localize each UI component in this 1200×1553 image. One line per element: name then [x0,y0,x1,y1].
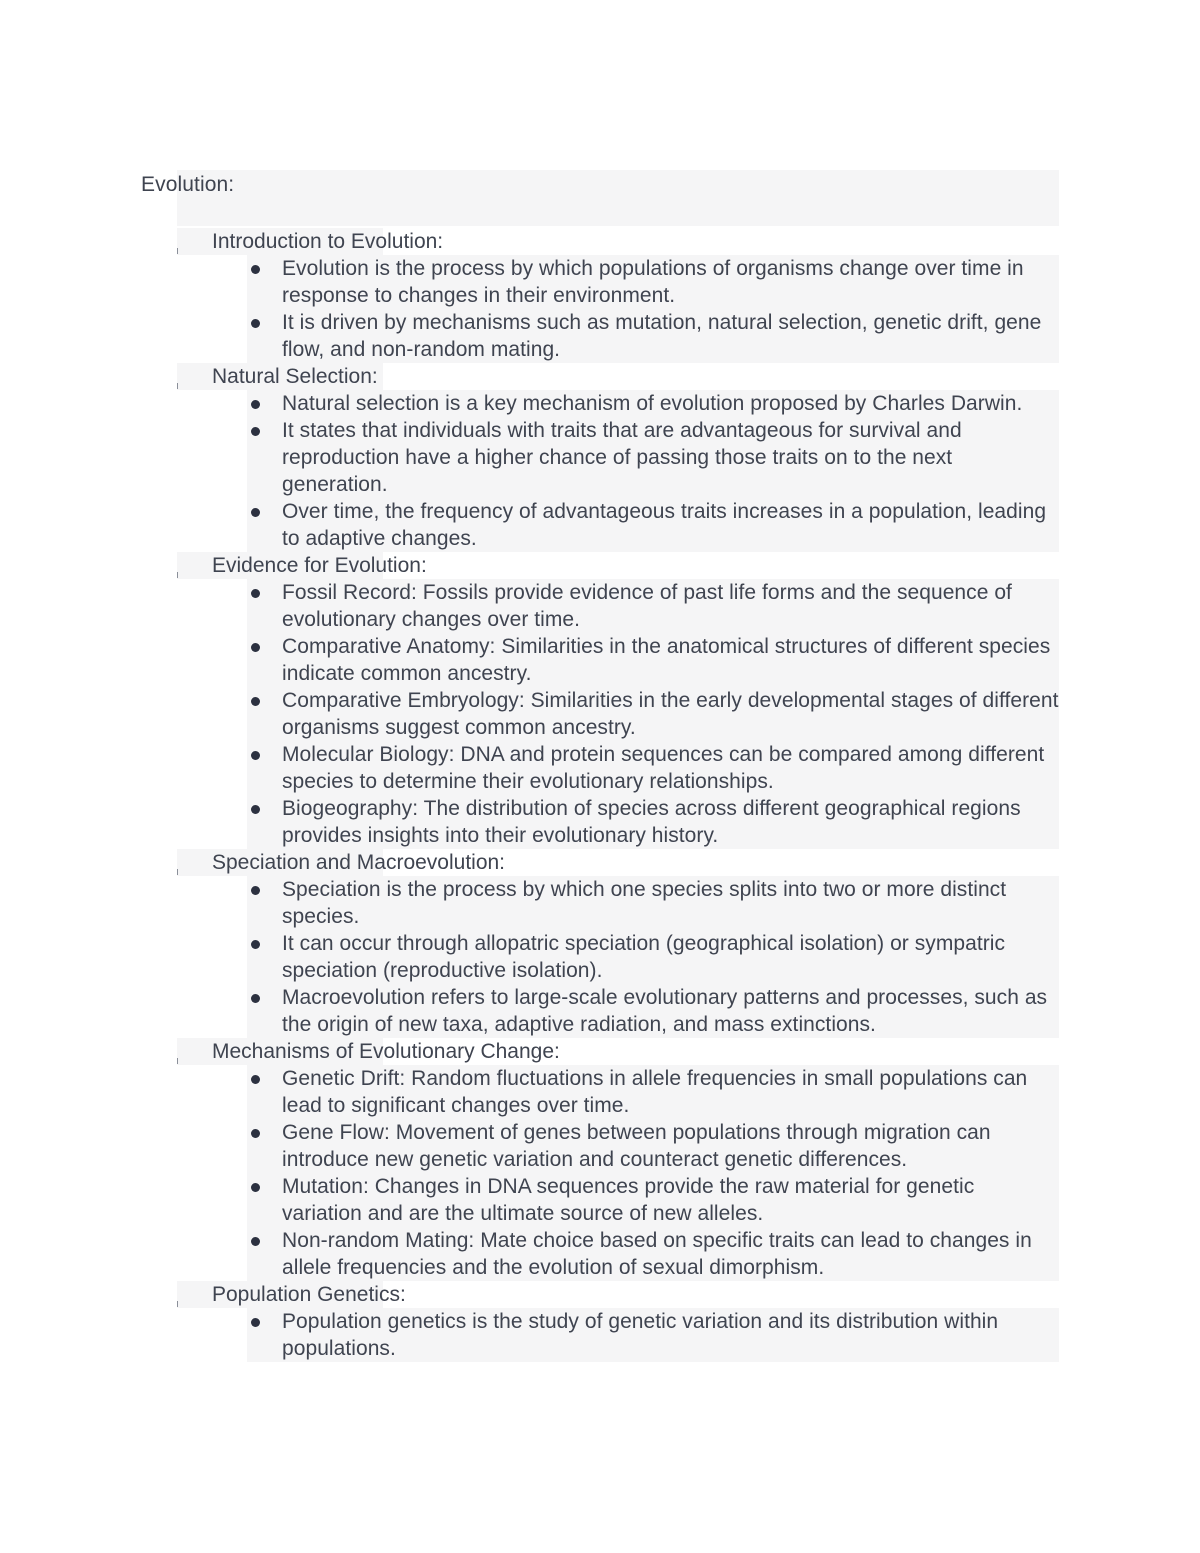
bullet-list [247,1308,1059,1362]
list-marker-icon [177,869,181,875]
list-marker-icon [177,1058,181,1064]
bullet-dot-icon [251,427,260,436]
list-item [247,741,1059,795]
list-item [247,309,1059,363]
bullet-dot-icon [251,886,260,895]
bullet-dot-icon [251,400,260,409]
section-heading-text: Mechanisms of Evolutionary Change: [212,1040,560,1063]
bullet-list [247,1065,1059,1281]
section-heading-text: Speciation and Macroevolution: [212,851,506,874]
list-item-text: Over time, the frequency of advantageous traits increases in a population, leading to adaptive changes. [282,500,1047,550]
list-marker-icon [177,248,181,254]
section-heading-text: Introduction to Evolution: [212,230,444,253]
list-item [247,687,1059,741]
list-item-text: Natural selection is a key mechanism of evolution proposed by Charles Darwin. [282,392,1023,415]
list-item-text: Genetic Drift: Random fluctuations in allele frequencies in small populations can lead to significant changes over time. [282,1067,1028,1117]
list-item [247,579,1059,633]
list-item [247,1173,1059,1227]
list-item [247,498,1059,552]
bullet-dot-icon [251,940,260,949]
list-item-text: Population genetics is the study of genetic variation and its distribution within populations. [282,1310,999,1360]
bullet-dot-icon [251,1183,260,1192]
section [176,849,1060,1038]
list-item-text: It states that individuals with traits that are advantageous for survival and reproduction have a higher chance of passing those traits on to the next generation. [282,419,962,496]
list-item-text: Biogeography: The distribution of species across different geographical regions provides insights into their evolutionary history. [282,797,1021,847]
list-item [247,633,1059,687]
bullet-dot-icon [251,265,260,274]
bullet-dot-icon [251,697,260,706]
list-item-text: Macroevolution refers to large-scale evolutionary patterns and processes, such as the origin of new taxa, adaptive radiation, and mass extinctions. [282,986,1048,1036]
bullet-list [247,255,1059,363]
list-item-text: Mutation: Changes in DNA sequences provide the raw material for genetic variation and are the ultimate source of new alleles. [282,1175,975,1225]
list-item [247,1227,1059,1281]
bullet-dot-icon [251,1318,260,1327]
list-item-text: Comparative Embryology: Similarities in the early developmental stages of different organisms suggest common ancestry. [282,689,1059,739]
section-heading-text: Natural Selection: [212,365,378,388]
list-item [247,1065,1059,1119]
page-title: Evolution: [141,173,235,196]
highlight-band [177,170,1059,226]
bullet-dot-icon [251,1237,260,1246]
list-item-text: Evolution is the process by which populations of organisms change over time in response to changes in their environment. [282,257,1024,307]
list-marker-icon [177,1301,181,1307]
bullet-dot-icon [251,751,260,760]
list-item-text: It can occur through allopatric speciation (geographical isolation) or sympatric speciation (reproductive isolation). [282,932,1006,982]
bullet-dot-icon [251,1075,260,1084]
list-item [247,1119,1059,1173]
list-item-text: Molecular Biology: DNA and protein sequences can be compared among different species to determine their evolutionary relationships. [282,743,1045,793]
section [176,363,1060,552]
bullet-dot-icon [251,643,260,652]
section [176,1281,1060,1362]
bullet-dot-icon [251,805,260,814]
bullet-list [247,876,1059,1038]
section [176,1038,1060,1281]
list-item [247,1308,1059,1362]
list-item [247,984,1059,1038]
document-body [176,228,1060,1362]
list-item [247,390,1059,417]
list-item [247,876,1059,930]
list-item-text: Non-random Mating: Mate choice based on specific traits can lead to changes in allele frequencies and the evolution of sexual dimorphism. [282,1229,1032,1279]
bullet-dot-icon [251,994,260,1003]
list-marker-icon [177,383,181,389]
list-item-text: Comparative Anatomy: Similarities in the anatomical structures of different species indicate common ancestry. [282,635,1051,685]
list-item [247,255,1059,309]
list-marker-icon [177,572,181,578]
list-item [247,795,1059,849]
bullet-dot-icon [251,589,260,598]
section [176,552,1060,849]
section-heading [177,1038,1060,1065]
bullet-dot-icon [251,1129,260,1138]
list-item-text: It is driven by mechanisms such as mutation, natural selection, genetic drift, gene flow, and non-random mating. [282,311,1042,361]
section-heading-text: Population Genetics: [212,1283,406,1306]
section [176,228,1060,363]
list-item-text: Speciation is the process by which one species splits into two or more distinct species. [282,878,1007,928]
section-heading-text: Evidence for Evolution: [212,554,427,577]
list-item-text: Gene Flow: Movement of genes between populations through migration can introduce new genetic variation and counteract genetic differences. [282,1121,991,1171]
bullet-dot-icon [251,319,260,328]
list-item [247,930,1059,984]
section-heading [177,228,1060,255]
bullet-list [247,390,1059,552]
section-heading [177,552,1060,579]
list-item [247,417,1059,498]
section-heading [177,849,1060,876]
section-heading [177,363,1060,390]
bullet-list [247,579,1059,849]
section-heading [177,1281,1060,1308]
bullet-dot-icon [251,508,260,517]
list-item-text: Fossil Record: Fossils provide evidence of past life forms and the sequence of evolutionary changes over time. [282,581,1012,631]
